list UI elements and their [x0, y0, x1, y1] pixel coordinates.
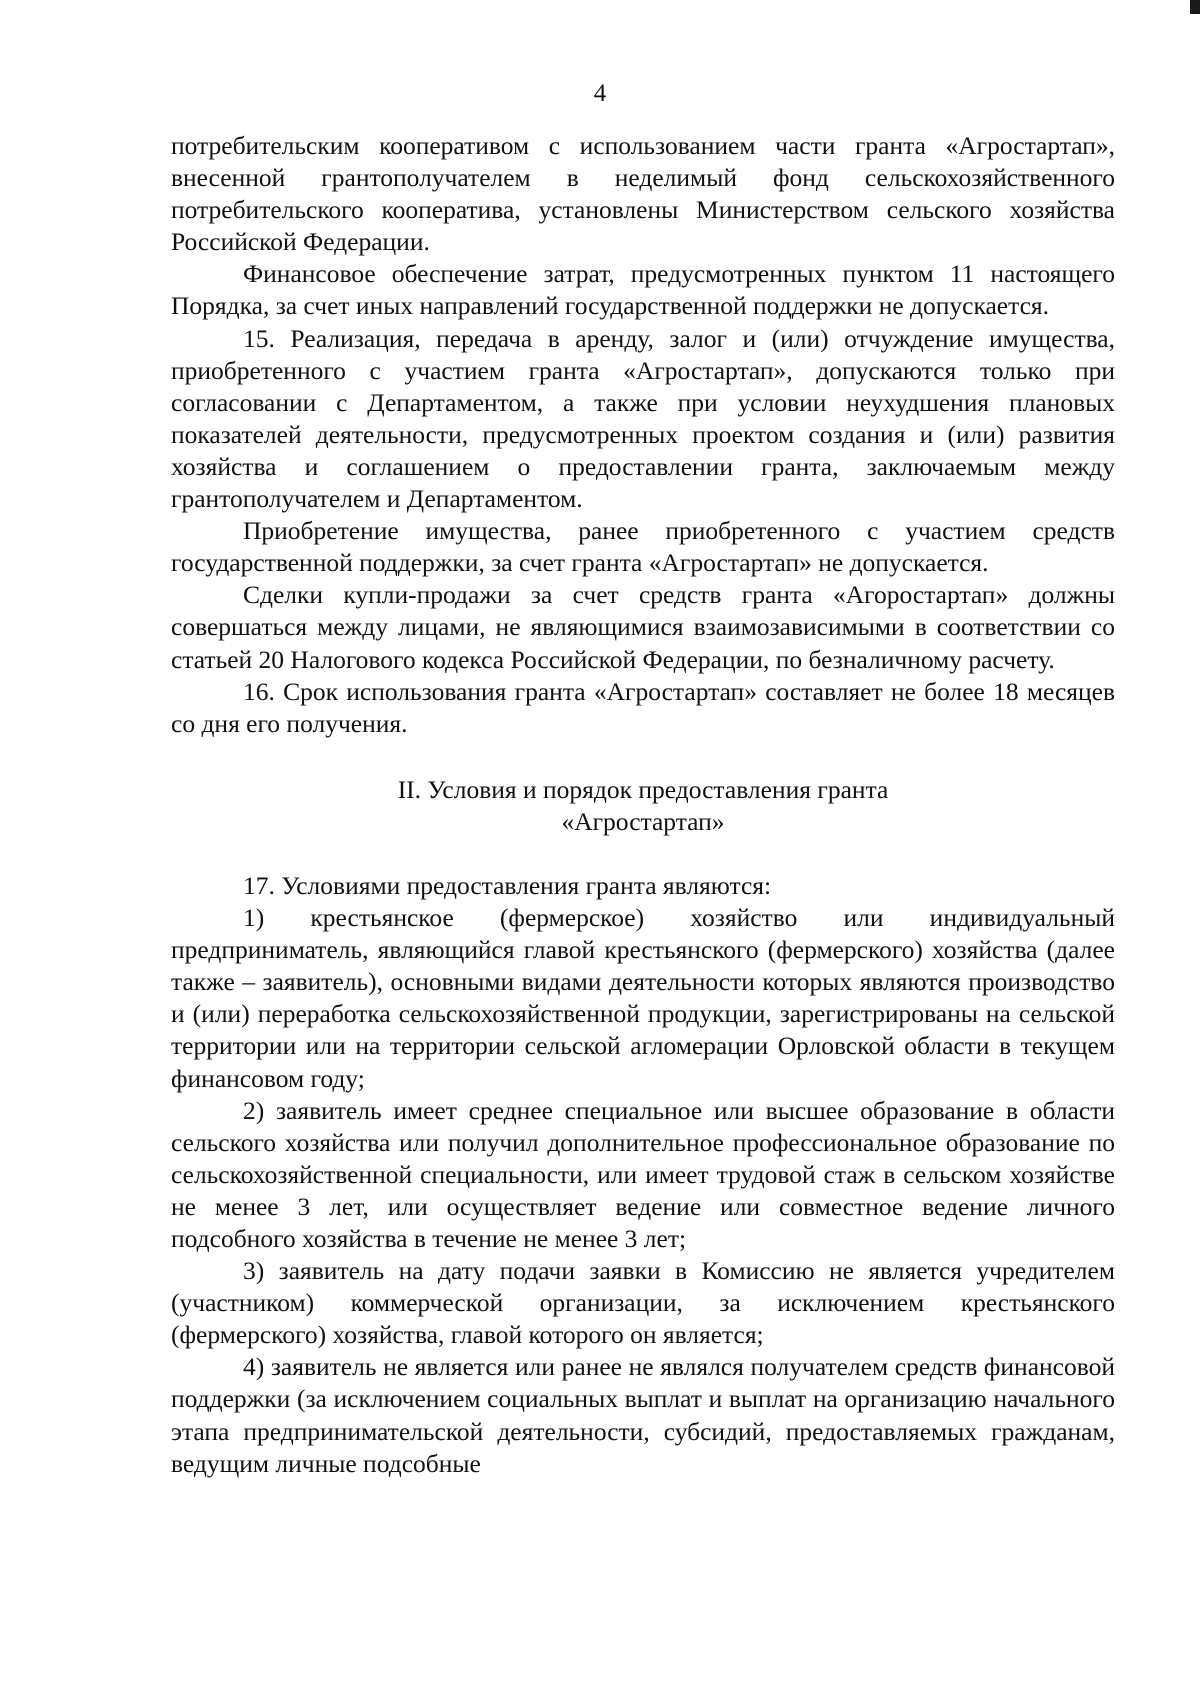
paragraph-item-16: 16. Срок использования гранта «Агростартап» составляет не более 18 месяцев со дня его получения. [171, 676, 1115, 738]
paragraph-condition-2: 2) заявитель имеет среднее специальное или высшее образование в области сельского хозяйства или получил дополнительное профессиональное образование по сельскохозяйственной специальности, или имеет трудовой стаж в сельском хозяйстве не менее 3 лет, или осуществляет ведение или совместное ведение личного подсобного хозяйства в течение не менее 3 лет; [171, 1095, 1115, 1253]
paragraph-condition-3: 3) заявитель на дату подачи заявки в Комиссию не является учредителем (участником) коммерческой организации, за исключением крестьянского (фермерского) хозяйства, главой которого он является; [171, 1256, 1115, 1350]
paragraph-item-15: 15. Реализация, передача в аренду, залог и (или) отчуждение имущества, приобретенного с участием гранта «Агростартап», допускаются только при согласовании с Департаментом, а также при условии неухудшения плановых показателей деятельности, предусмотренных проектом создания и (или) развития хозяйства и соглашением о предоставлении гранта, заключаемым между грантополучателем и Департаментом. [171, 323, 1115, 514]
section-heading-line-1: II. Условия и порядок предоставления гранта [397, 774, 889, 804]
paragraph-condition-1: 1) крестьянское (фермерское) хозяйство или индивидуальный предприниматель, являющийся главой крестьянского (фермерского) хозяйства (далее также – заявитель), основными видами деятельности которых являются производство и (или) переработка сельскохозяйственной продукции, зарегистрированы на сельской территории или на территории сельской агломерации Орловской области в текущем финансовом году; [171, 903, 1115, 1093]
paragraph-condition-4: 4) заявитель не является или ранее не являлся получателем средств финансовой поддержки (за исключением социальных выплат и выплат на организацию начального этапа предпринимательской деятельности, субсидий, предоставляемых гражданам, ведущим личные подсобные [171, 1352, 1115, 1478]
section-heading-line-2: «Агростартап» [561, 806, 725, 836]
paragraph-financing: Финансовое обеспечение затрат, предусмотренных пунктом 11 настоящего Порядка, за счет иных направлений государственной поддержки не допускается. [171, 259, 1115, 321]
document-body [171, 130, 1115, 1480]
scan-edge-mark [1190, 0, 1200, 14]
paragraph-transactions: Сделки купли-продажи за счет средств гранта «Агоростартап» должны совершаться между лицами, не являющимися взаимозависимыми в соответствии со статьей 20 Налогового кодекса Российской Федерации, по безналичному расчету. [171, 580, 1115, 674]
paragraph-continuation: потребительским кооперативом с использованием части гранта «Агростартап», внесенной грантополучателем в неделимый фонд сельскохозяйственного потребительского кооператива, установлены Министерством сельского хозяйства Российской Федерации. [171, 131, 1115, 257]
section-heading [171, 774, 1115, 838]
paragraph-item-17: 17. Условиями предоставления гранта являются: [243, 870, 772, 900]
page-number: 4 [593, 80, 607, 107]
paragraph-acquisition: Приобретение имущества, ранее приобретенного с участием средств государственной поддержки, за счет гранта «Агростартап» не допускается. [171, 516, 1115, 578]
